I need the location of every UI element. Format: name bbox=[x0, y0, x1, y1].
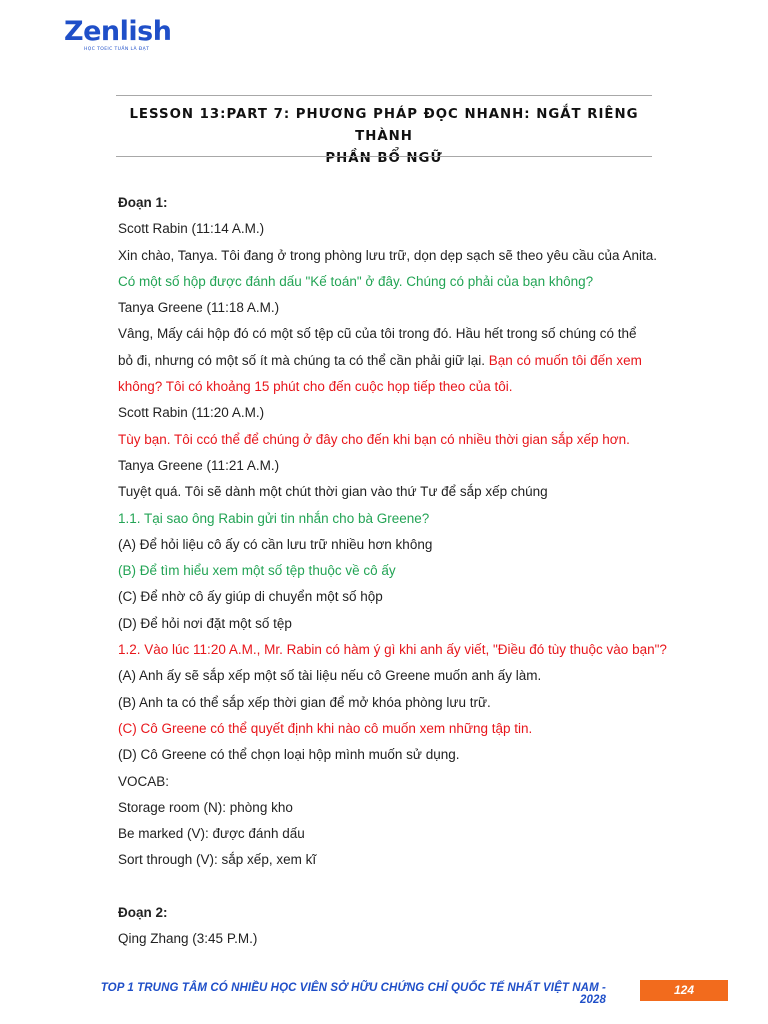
answer-option: (D) Để hỏi nơi đặt một số tệp bbox=[118, 615, 292, 631]
message-text-highlight-red: Bạn có muốn tôi đến xem bbox=[488, 352, 642, 368]
question-1-2: 1.2. Vào lúc 11:20 A.M., Mr. Rabin có hàm ý gì khi anh ấy viết, "Điều đó tùy thuộc vào bạn"? bbox=[118, 642, 667, 658]
vocab-item: Storage room (N): phòng kho bbox=[118, 799, 293, 815]
question-1-1: 1.1. Tại sao ông Rabin gửi tin nhắn cho bà Greene? bbox=[118, 510, 430, 526]
page-number: 124 bbox=[640, 980, 728, 1001]
message-text bbox=[118, 348, 658, 374]
message-sender: Tanya Greene (11:18 A.M.) bbox=[118, 300, 280, 316]
message-text-highlight-red: Tùy bạn. Tôi ccó thể để chúng ở đây cho đến khi bạn có nhiều thời gian sắp xếp hơn. bbox=[118, 431, 630, 447]
passage-2-heading: Đoạn 2: bbox=[118, 904, 168, 920]
vocab-item: Sort through (V): sắp xếp, xem kĩ bbox=[118, 852, 317, 868]
message-sender: Scott Rabin (11:20 A.M.) bbox=[118, 405, 265, 421]
logo-wordmark: Zenlish bbox=[64, 16, 172, 47]
answer-option-correct: (B) Để tìm hiểu xem một số tệp thuộc về cô ấy bbox=[118, 563, 396, 579]
answer-option: (D) Cô Greene có thể chọn loại hộp mình muốn sử dụng. bbox=[118, 747, 460, 763]
lesson-content bbox=[118, 190, 667, 952]
answer-option-correct: (C) Cô Greene có thể quyết định khi nào cô muốn xem những tập tin. bbox=[118, 720, 533, 736]
answer-option: (A) Để hỏi liệu cô ấy có cần lưu trữ nhiều hơn không bbox=[118, 536, 433, 552]
message-text: Tuyệt quá. Tôi sẽ dành một chút thời gian vào thứ Tư để sắp xếp chúng bbox=[118, 484, 548, 500]
message-text: Xin chào, Tanya. Tôi đang ở trong phòng lưu trữ, dọn dẹp sạch sẽ theo yêu cầu của Anita. bbox=[118, 247, 658, 263]
answer-option: (C) Để nhờ cô ấy giúp di chuyển một số hộp bbox=[118, 589, 383, 605]
message-sender: Scott Rabin (11:14 A.M.) bbox=[118, 221, 265, 237]
footer-slogan: TOP 1 TRUNG TÂM CÓ NHIỀU HỌC VIÊN SỞ HỮU CHỨNG CHỈ QUỐC TẾ NHẤT VIỆT NAM - 2028 bbox=[100, 982, 606, 1006]
lesson-title bbox=[116, 104, 652, 170]
lesson-title-line-1: LESSON 13:PART 7: PHƯƠNG PHÁP ĐỌC NHANH: NGẮT RIÊNG THÀNH bbox=[129, 107, 639, 144]
zenlish-logo bbox=[64, 18, 171, 52]
title-bottom-rule bbox=[116, 156, 652, 157]
message-text-part: bỏ đi, nhưng có một số ít mà chúng ta có thể cần phải giữ lại. bbox=[118, 352, 489, 368]
message-text-highlight-red: không? Tôi có khoảng 15 phút cho đến cuộc họp tiếp theo của tôi. bbox=[118, 379, 513, 395]
title-top-rule bbox=[116, 95, 652, 96]
message-sender: Tanya Greene (11:21 A.M.) bbox=[118, 457, 280, 473]
message-text: Vâng, Mấy cái hộp đó có một số tệp cũ của tôi trong đó. Hầu hết trong số chúng có thể bbox=[118, 326, 637, 342]
message-text-highlight-green: Có một số hộp được đánh dấu "Kế toán" ở đây. Chúng có phải của bạn không? bbox=[118, 273, 594, 289]
answer-option: (B) Anh ta có thể sắp xếp thời gian để mở khóa phòng lưu trữ. bbox=[118, 694, 491, 710]
logo-tagline: HỌC TOEIC TUẦN LÀ ĐẠT bbox=[84, 47, 150, 52]
vocab-heading: VOCAB: bbox=[118, 773, 170, 789]
message-sender: Qing Zhang (3:45 P.M.) bbox=[118, 931, 258, 947]
lesson-title-line-2: PHẦN BỔ NGỮ bbox=[325, 151, 443, 166]
vocab-item: Be marked (V): được đánh dấu bbox=[118, 826, 305, 842]
section-spacer bbox=[118, 874, 658, 900]
answer-option: (A) Anh ấy sẽ sắp xếp một số tài liệu nếu cô Greene muốn anh ấy làm. bbox=[118, 668, 542, 684]
passage-1-heading: Đoạn 1: bbox=[118, 195, 168, 210]
